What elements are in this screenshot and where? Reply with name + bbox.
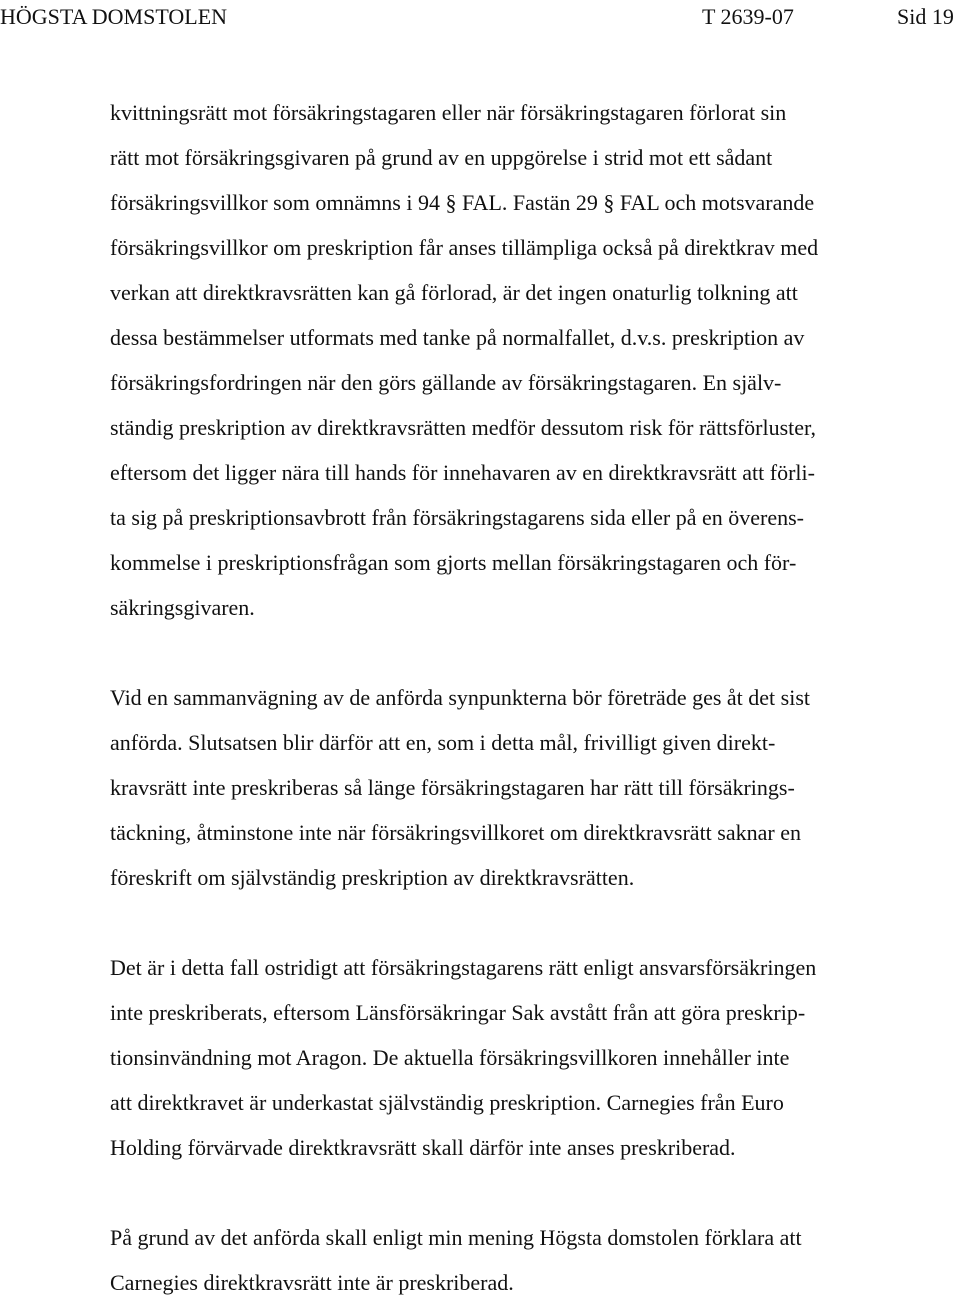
text-line: verkan att direktkravsrätten kan gå förlorad, är det ingen onaturlig tolkning att [110,280,798,305]
document-body [110,90,952,1305]
text-line: försäkringsfordringen när den görs gällande av försäkringstagaren. En själv- [110,370,782,395]
text-line: tionsinvändning mot Aragon. De aktuella försäkringsvillkoren innehåller inte [110,1045,790,1070]
paragraph [110,945,952,1170]
text-line: Holding förvärvade direktkravsrätt skall därför inte anses preskriberad. [110,1135,736,1160]
text-line: dessa bestämmelser utformats med tanke på normalfallet, d.v.s. preskription av [110,325,805,350]
text-line: inte preskriberats, eftersom Länsförsäkringar Sak avstått från att göra preskrip- [110,1000,806,1025]
court-name: HÖGSTA DOMSTOLEN [0,4,228,29]
text-line: Carnegies direktkravsrätt inte är preskriberad. [110,1270,514,1295]
paragraph [110,675,952,900]
text-line: kvittningsrätt mot försäkringstagaren eller när försäkringstagaren förlorat sin [110,100,787,125]
paragraph-gap [110,1170,952,1215]
text-line: På grund av det anförda skall enligt min mening Högsta domstolen förklara att [110,1225,802,1250]
text-line: anförda. Slutsatsen blir därför att en, som i detta mål, frivilligt given direkt- [110,730,776,755]
text-line: att direktkravet är underkastat självständig preskription. Carnegies från Euro [110,1090,784,1115]
case-number: T 2639-07 [702,4,794,29]
paragraph-gap [110,900,952,945]
text-line: ta sig på preskriptionsavbrott från försäkringstagarens sida eller på en överens- [110,505,804,530]
text-line: försäkringsvillkor om preskription får anses tillämpliga också på direktkrav med [110,235,819,260]
text-line: kravsrätt inte preskriberas så länge försäkringstagaren har rätt till försäkrings- [110,775,795,800]
text-line: försäkringsvillkor som omnämns i 94 § FAL. Fastän 29 § FAL och motsvarande [110,190,815,215]
paragraph [110,90,952,630]
paragraph [110,1215,952,1305]
text-line: föreskrift om självständig preskription av direktkravsrätten. [110,865,635,890]
text-line: Vid en sammanvägning av de anförda synpunkterna bör företräde ges åt det sist [110,685,811,710]
page-header [0,2,960,32]
text-line: täckning, åtminstone inte när försäkringsvillkoret om direktkravsrätt saknar en [110,820,801,845]
text-line: säkringsgivaren. [110,595,255,620]
text-line: eftersom det ligger nära till hands för innehavaren av en direktkravsrätt att förli- [110,460,815,485]
paragraph-gap [110,630,952,675]
text-line: ständig preskription av direktkravsrätten medför dessutom risk för rättsförluster, [110,415,816,440]
page-number: Sid 19 [897,4,954,29]
text-line: rätt mot försäkringsgivaren på grund av en uppgörelse i strid mot ett sådant [110,145,773,170]
text-line: Det är i detta fall ostridigt att försäkringstagarens rätt enligt ansvarsförsäkringen [110,955,817,980]
text-line: kommelse i preskriptionsfrågan som gjorts mellan försäkringstagaren och för- [110,550,797,575]
